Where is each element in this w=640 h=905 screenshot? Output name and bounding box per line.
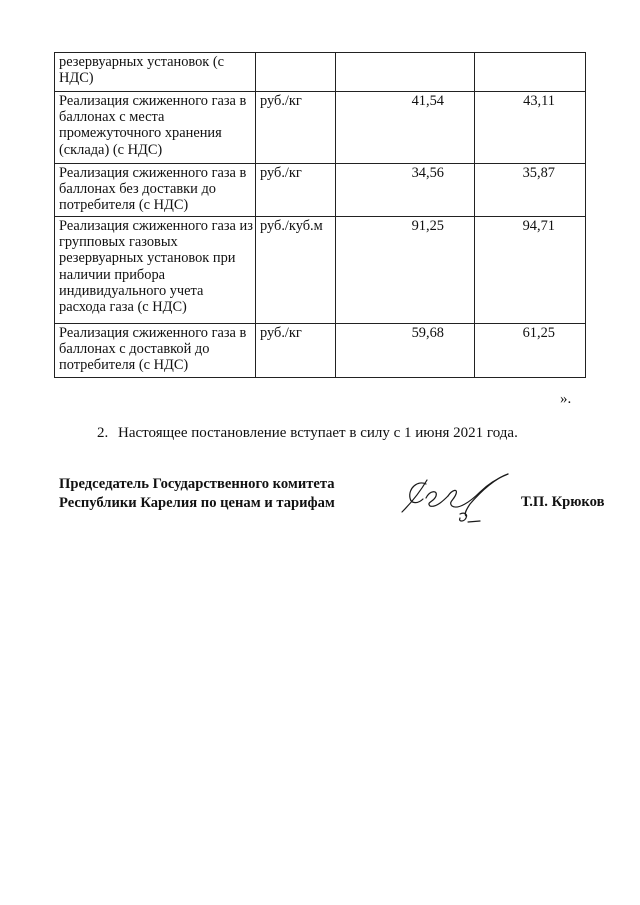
table-row [55,164,586,217]
tariff-value-1-cell: 91,25 [336,217,475,324]
signer-name: Т.П. Крюков [521,494,605,510]
service-name-cell: Реализация сжиженного газа в баллонах с места промежуточного хранения (склада) (с НДС) [55,92,256,164]
signer-title [59,475,335,513]
service-name-cell: Реализация сжиженного газа в баллонах без доставки до потребителя (с НДС) [55,164,256,217]
tariff-value-1-cell: 41,54 [336,92,475,164]
table-row [55,92,586,164]
closing-quote: ». [560,391,572,407]
clause-text: Настоящее постановление вступает в силу с 1 июня 2021 года. [118,425,518,441]
clause-number: 2. [97,425,109,441]
tariff-value-1-cell: 34,56 [336,164,475,217]
tariff-value-1-cell [336,53,475,92]
service-name-cell: Реализация сжиженного газа в баллонах с доставкой до потребителя (с НДС) [55,324,256,378]
tariff-value-2-cell [475,53,586,92]
tariff-value-2-cell: 35,87 [475,164,586,217]
signer-title-line-2: Республики Карелия по ценам и тарифам [59,495,335,511]
clause-2 [97,425,518,442]
service-name-cell: Реализация сжиженного газа из групповых газовых резервуарных установок при наличии прибора индивидуального учета расхода газа (с НДС) [55,217,256,324]
unit-cell [256,53,336,92]
table-row [55,324,586,378]
tariff-value-2-cell: 94,71 [475,217,586,324]
tariff-value-1-cell: 59,68 [336,324,475,378]
handwritten-signature [396,468,516,530]
tariff-value-2-cell: 43,11 [475,92,586,164]
tariff-value-2-cell: 61,25 [475,324,586,378]
table-row [55,53,586,92]
service-name-cell: резервуарных установок (с НДС) [55,53,256,92]
table-row [55,217,586,324]
tariff-table [54,52,586,378]
unit-cell: руб./кг [256,324,336,378]
signer-title-line-1: Председатель Государственного комитета [59,476,335,492]
unit-cell: руб./кг [256,92,336,164]
unit-cell: руб./кг [256,164,336,217]
unit-cell: руб./куб.м [256,217,336,324]
